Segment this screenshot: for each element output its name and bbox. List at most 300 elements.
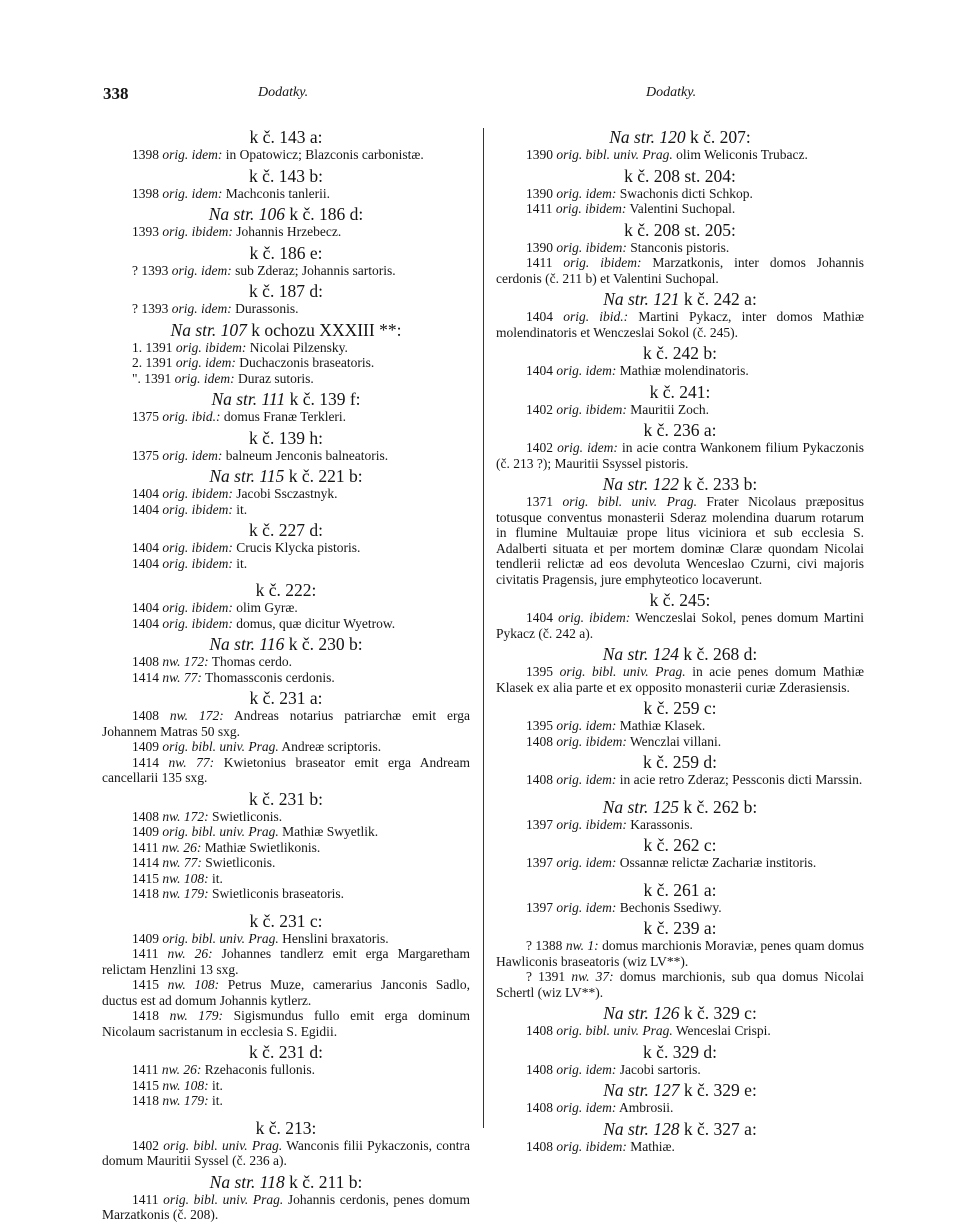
section-heading [496, 752, 864, 772]
record-entry [496, 969, 864, 1000]
item-reference: k č. 262 c: [643, 835, 717, 855]
page-reference: Na str. 107 [170, 319, 247, 340]
record-entry [102, 654, 470, 670]
entry-year: 1414 [132, 669, 159, 685]
entry-year: ". 1391 [132, 370, 172, 386]
record-entry [102, 502, 470, 518]
record-entry [496, 900, 864, 916]
entry-year: 1404 [132, 540, 159, 555]
item-reference: k č. 231 c: [249, 910, 323, 931]
entry-source: nw. 172: [162, 654, 209, 669]
entry-text: domus marchionis Moraviæ, penes quam domus Hawliconis braseatoris (wiz LV**). [496, 938, 865, 969]
item-reference: k č. 231 a: [249, 688, 323, 708]
page-reference: Na str. 106 [208, 204, 286, 224]
record-entry [496, 664, 864, 695]
section-heading [102, 520, 470, 540]
entry-text: it. [212, 1093, 223, 1108]
section-heading [496, 1119, 864, 1139]
entry-source: orig. ibidem: [556, 401, 627, 417]
entry-text: Henslini braxatoris. [282, 930, 389, 946]
entry-year: 1404 [526, 309, 553, 324]
entry-text: domus Franæ Terkleri. [223, 409, 347, 424]
entry-text: Duchaczonis braseatoris. [239, 355, 375, 370]
section-heading [496, 590, 864, 610]
entry-text: balneum Jenconis balneatoris. [225, 447, 389, 463]
section-heading [102, 789, 470, 809]
item-reference: k č. 268 d: [683, 644, 758, 664]
entry-year: 1411 [132, 839, 159, 855]
entry-text: Frater Nicolaus præpositus totusque conventus monasterii Sderaz molendina duarum rotarum in flumine Multauiæ prope litus viciniora et sub ecclesia S. Adalberti situata et per mortem dominæ Claræ quondam Nicolai tendlerii relictæ ad eos devoluta Wenceslao Czurni, civi majoris civitatis Pragensis, jure emphyteotico locaverunt. [496, 494, 865, 587]
entry-source: orig. idem: [162, 147, 223, 162]
entry-text: Wenczlai villani. [630, 733, 722, 749]
entry-year: 1418 [132, 1093, 159, 1108]
entry-text: Mathiæ molendinatoris. [619, 363, 749, 378]
entry-source: orig. idem: [556, 772, 617, 787]
entry-source: nw. 26: [167, 946, 213, 961]
entry-year: 1404 [132, 555, 159, 571]
page-reference: Na str. 115 [209, 466, 285, 486]
record-entry [496, 240, 864, 256]
entry-year: 1404 [132, 486, 159, 501]
record-entry [102, 355, 470, 371]
entry-text: Martini Pykacz, inter domos Mathiæ molendinatoris et Wenczeslai Sokol (č. 245). [496, 309, 864, 340]
record-entry [496, 147, 864, 163]
entry-source: orig. ibidem: [558, 610, 631, 625]
entry-source: orig. ibid.: [563, 309, 629, 324]
entry-source: orig. ibidem: [556, 816, 627, 832]
record-entry [102, 946, 470, 977]
section-heading [102, 127, 470, 147]
section-heading [496, 420, 864, 440]
entry-text: Swachonis dicti Schkop. [619, 185, 753, 201]
entry-year: 1397 [526, 816, 553, 832]
entry-year: 1408 [132, 654, 159, 669]
section-heading [496, 220, 864, 240]
entry-source: orig. ibidem: [555, 201, 627, 216]
entry-source: orig. bibl. univ. Prag. [559, 664, 686, 679]
entry-source: nw. 77: [162, 669, 202, 685]
entry-source: orig. idem: [556, 718, 617, 733]
entry-source: orig. idem: [556, 855, 617, 870]
entry-year: 1408 [526, 772, 553, 787]
item-reference: k č. 329 c: [683, 1003, 757, 1023]
entry-source: orig. ibidem: [162, 224, 233, 239]
section-heading [496, 343, 864, 363]
record-entry [102, 708, 470, 739]
item-reference: k č. 329 d: [643, 1041, 717, 1062]
running-title-right: Dodatky. [646, 85, 697, 100]
entry-source: orig. idem: [162, 447, 223, 463]
record-entry [102, 616, 470, 632]
page-reference: Na str. 122 [602, 474, 680, 494]
entry-text: Andreas notarius patriarchæ emit erga Johannem Matras 50 sxg. [102, 708, 471, 739]
entry-text: in Opatowicz; Blazconis carbonistæ. [225, 147, 424, 162]
entry-year: 1408 [526, 1061, 553, 1077]
record-entry [102, 670, 470, 686]
record-entry [102, 186, 470, 202]
entry-text: Stanconis pistoris. [630, 239, 730, 255]
item-reference: k č. 143 b: [249, 165, 323, 186]
entry-text: it. [212, 1077, 223, 1093]
entry-year: ? 1391 [526, 969, 566, 984]
entry-source: orig. idem: [556, 1061, 617, 1077]
section-heading [102, 243, 470, 263]
section-heading [102, 389, 470, 409]
section-heading [496, 698, 864, 718]
entry-text: Crucis Klycka pistoris. [236, 540, 361, 555]
entry-text: Mathiæ Klasek. [619, 718, 706, 733]
entry-text: domus marchionis, sub qua domus Nicolai Schertl (wiz LV**). [496, 969, 865, 1000]
entry-text: Durassonis. [235, 301, 299, 316]
page-reference: Na str. 126 [603, 1003, 680, 1023]
page-reference: Na str. 127 [603, 1080, 680, 1100]
section-heading [496, 1080, 864, 1100]
entry-text: it. [236, 555, 248, 571]
item-reference: k č. 208 st. 205: [624, 219, 736, 240]
entry-source: nw. 108: [162, 1077, 209, 1093]
right-column [496, 124, 864, 1154]
record-entry [102, 931, 470, 947]
entry-year: 1402 [526, 440, 553, 455]
entry-source: orig. ibidem: [162, 501, 233, 517]
item-reference: k č. 187 d: [249, 281, 323, 301]
record-entry [496, 610, 864, 641]
item-reference: k č. 230 b: [288, 634, 363, 654]
entry-text: Swietliconis. [212, 808, 283, 824]
entry-source: nw. 37: [571, 969, 614, 984]
record-entry [496, 363, 864, 379]
entry-source: orig. ibidem: [162, 555, 233, 571]
record-entry [102, 871, 470, 887]
record-entry [102, 1062, 470, 1078]
entry-year: 1395 [526, 664, 553, 679]
item-reference: k č. 213: [255, 1117, 317, 1138]
entry-text: it. [236, 501, 248, 517]
record-entry [496, 494, 864, 587]
entry-text: olim Weliconis Trubacz. [676, 147, 808, 162]
entry-year: 1404 [132, 501, 159, 517]
record-entry [102, 755, 470, 786]
entry-year: 1411 [132, 1191, 159, 1207]
entry-source: orig. bibl. univ. Prag. [556, 147, 673, 162]
item-reference: k č. 245: [649, 590, 711, 610]
record-entry [102, 263, 470, 279]
section-heading [496, 166, 864, 186]
record-entry [102, 1078, 470, 1094]
entry-text: Nicolai Pilzensky. [249, 339, 348, 355]
item-reference: k č. 329 e: [683, 1080, 757, 1100]
page-reference: Na str. 125 [602, 796, 680, 817]
entry-year: 1375 [132, 447, 159, 463]
entry-source: orig. idem: [556, 899, 617, 915]
entry-year: 1404 [132, 600, 159, 615]
entry-year: 1408 [132, 708, 159, 723]
entry-source: orig. ibidem: [556, 1138, 627, 1154]
section-heading [496, 289, 864, 309]
entry-year: 2. 1391 [132, 355, 173, 370]
record-entry [102, 1008, 470, 1039]
entry-source: orig. idem: [171, 262, 232, 278]
entry-source: nw. 179: [162, 886, 209, 901]
section-heading [496, 918, 864, 938]
entry-text: in acie contra Wankonem filium Pykaczonis (č. 213 ?); Mauritii Ssyssel pistoris. [496, 440, 865, 471]
running-head [0, 84, 960, 104]
entry-year: 1397 [526, 855, 553, 870]
section-heading [102, 1172, 470, 1192]
item-reference: k č. 139 f: [289, 389, 361, 409]
entry-year: 1408 [526, 1100, 553, 1115]
entry-year: 1371 [526, 494, 553, 509]
entry-text: sub Zderaz; Johannis sartoris. [235, 262, 396, 278]
entry-source: orig. idem: [174, 370, 235, 386]
section-heading [102, 281, 470, 301]
entry-source: orig. ibidem: [162, 486, 233, 501]
entry-text: Johannis Hrzebecz. [236, 224, 342, 239]
entry-year: 1409 [132, 824, 159, 839]
entry-text: Bechonis Ssediwy. [619, 899, 722, 915]
item-reference: k ochozu XXXIII **: [251, 319, 402, 340]
item-reference: k č. 231 d: [249, 1042, 323, 1062]
entry-year: 1414 [132, 754, 159, 770]
entry-text: Wenczeslai Sokol, penes domum Martini Pykacz (č. 242 a). [496, 610, 864, 641]
entry-year: 1411 [526, 255, 553, 270]
section-heading [496, 1042, 864, 1062]
entry-year: ? 1393 [132, 301, 169, 316]
column-divider [483, 128, 484, 1128]
entry-year: 1414 [132, 855, 159, 870]
item-reference: k č. 242 a: [683, 289, 757, 309]
entry-text: olim Gyræ. [236, 600, 298, 615]
page-reference: Na str. 128 [603, 1118, 680, 1139]
entry-text: Machconis tanlerii. [225, 185, 330, 201]
left-column [102, 124, 470, 1223]
item-reference: k č. 259 c: [643, 698, 717, 718]
entry-text: it. [212, 870, 223, 886]
record-entry [496, 718, 864, 734]
entry-year: 1415 [132, 1077, 159, 1093]
entry-source: orig. idem: [556, 185, 617, 201]
section-heading [102, 466, 470, 486]
section-heading [102, 1042, 470, 1062]
entry-source: orig. idem: [171, 301, 232, 316]
entry-year: 1. 1391 [132, 339, 173, 355]
item-reference: k č. 242 b: [643, 343, 717, 363]
page-reference: Na str. 118 [209, 1171, 285, 1192]
record-entry [102, 486, 470, 502]
entry-year: 1395 [526, 718, 553, 733]
section-heading [496, 797, 864, 817]
entry-year: 1408 [526, 1138, 553, 1154]
section-heading [102, 688, 470, 708]
record-entry [102, 1138, 470, 1169]
entry-source: nw. 172: [169, 708, 224, 723]
entry-source: orig. ibidem: [563, 255, 642, 270]
entry-source: orig. bibl. univ. Prag. [556, 1023, 673, 1038]
entry-source: nw. 77: [168, 754, 215, 770]
entry-year: 1390 [526, 147, 553, 162]
item-reference: k č. 227 d: [249, 520, 323, 540]
record-entry [102, 739, 470, 755]
record-entry [102, 1192, 470, 1223]
entry-year: 1409 [132, 930, 159, 946]
entry-year: 1415 [132, 977, 159, 992]
entry-source: orig. bibl. univ. Prag. [162, 739, 279, 754]
entry-source: nw. 77: [162, 855, 202, 870]
entry-text: Duraz sutoris. [238, 370, 314, 386]
item-reference: k č. 262 b: [683, 796, 758, 817]
item-reference: k č. 139 h: [249, 427, 323, 448]
entry-text: Karassonis. [630, 816, 693, 832]
entry-source: orig. ibidem: [162, 615, 233, 631]
entry-text: Ambrosii. [619, 1100, 674, 1115]
entry-text: Johannis cerdonis, penes domum Marzatkonis (č. 208). [102, 1191, 471, 1222]
record-entry [102, 886, 470, 902]
record-entry [102, 340, 470, 356]
entry-source: nw. 172: [162, 808, 209, 824]
record-entry [102, 855, 470, 871]
entry-year: 1415 [132, 870, 159, 886]
item-reference: k č. 222: [255, 580, 317, 600]
record-entry [496, 402, 864, 418]
section-heading [496, 644, 864, 664]
entry-year: 1402 [526, 401, 553, 417]
entry-source: orig. idem: [557, 440, 618, 455]
entry-year: 1398 [132, 147, 159, 162]
record-entry [496, 734, 864, 750]
record-entry [102, 540, 470, 556]
entry-year: 1411 [526, 201, 553, 216]
entry-source: orig. bibl. univ. Prag. [162, 930, 279, 946]
entry-year: 1397 [526, 899, 553, 915]
item-reference: k č. 207: [689, 127, 751, 147]
item-reference: k č. 221 b: [288, 466, 363, 486]
entry-year: ? 1393 [132, 262, 169, 278]
entry-source: orig. bibl. univ. Prag. [163, 1191, 284, 1207]
entry-source: orig. idem: [175, 355, 236, 370]
record-entry [102, 977, 470, 1008]
entry-year: 1418 [132, 886, 159, 901]
section-heading [496, 880, 864, 900]
page-number: 338 [103, 84, 129, 103]
entry-text: Sigismundus fullo emit erga dominum Nicolaum sacristanum in ecclesia S. Egidii. [102, 1008, 471, 1039]
entry-source: nw. 179: [162, 1093, 209, 1108]
entry-source: orig. ibidem: [162, 540, 233, 555]
entry-source: orig. idem: [556, 1100, 617, 1115]
entry-text: in acie penes domum Mathiæ Klasek ex alia parte et ex opposito monasterii curiæ Zderasiensis. [496, 664, 865, 695]
section-heading [102, 634, 470, 654]
record-entry [496, 201, 864, 217]
entry-source: nw. 1: [565, 938, 599, 953]
entry-source: orig. bibl. univ. Prag. [162, 824, 279, 839]
entry-source: nw. 179: [169, 1008, 224, 1023]
record-entry [102, 371, 470, 387]
record-entry [496, 855, 864, 871]
item-reference: k č. 259 d: [643, 752, 717, 772]
section-heading [102, 428, 470, 448]
record-entry [102, 448, 470, 464]
item-reference: k č. 186 d: [289, 204, 364, 224]
entry-text: domus, quæ dicitur Wyetrow. [236, 615, 396, 631]
entry-text: Thomassconis cerdonis. [205, 669, 335, 685]
page-reference: Na str. 111 [211, 389, 286, 409]
entry-year: 1404 [132, 615, 159, 631]
entry-text: Johannes tandlerz emit erga Margaretham relictam Henzlini 13 sxg. [102, 946, 471, 977]
entry-text: Mauritii Zoch. [630, 401, 709, 417]
record-entry [496, 817, 864, 833]
item-reference: k č. 239 a: [643, 918, 717, 938]
section-heading [496, 474, 864, 494]
entry-text: Thomas cerdo. [211, 654, 292, 669]
record-entry [496, 1100, 864, 1116]
record-entry [102, 147, 470, 163]
section-heading [496, 835, 864, 855]
entry-source: nw. 108: [162, 870, 209, 886]
entry-year: 1404 [526, 610, 553, 625]
entry-text: Kwietonius braseator emit erga Andream cancellarii 135 sxg. [102, 754, 471, 785]
entry-year: ? 1388 [526, 938, 563, 953]
entry-year: 1418 [132, 1008, 159, 1023]
entry-source: nw. 108: [167, 977, 220, 992]
item-reference: k č. 236 a: [643, 420, 717, 440]
entry-year: 1408 [526, 733, 553, 749]
entry-source: orig. idem: [162, 185, 223, 201]
item-reference: k č. 327 a: [683, 1118, 757, 1139]
entry-text: Wanconis filii Pykaczonis, contra domum Mauritii Syssel (č. 236 a). [102, 1137, 471, 1168]
entry-text: Valentini Suchopal. [629, 201, 736, 216]
section-heading [496, 127, 864, 147]
entry-text: Mathiæ Swyetlik. [282, 824, 379, 839]
entry-year: 1411 [132, 1062, 159, 1077]
section-heading [102, 204, 470, 224]
section-heading [102, 320, 470, 340]
entry-text: Rzehaconis fullonis. [204, 1062, 315, 1077]
record-entry [102, 600, 470, 616]
entry-source: orig. ibidem: [556, 733, 627, 749]
section-heading [102, 911, 470, 931]
item-reference: k č. 233 b: [683, 474, 758, 494]
item-reference: k č. 241: [649, 381, 711, 402]
entry-year: 1411 [132, 946, 159, 961]
record-entry [102, 224, 470, 240]
record-entry [496, 309, 864, 340]
running-title-left: Dodatky. [258, 85, 309, 100]
entry-source: orig. bibl. univ. Prag. [163, 1137, 283, 1153]
page-reference: Na str. 120 [609, 127, 686, 147]
item-reference: k č. 143 a: [249, 127, 323, 147]
section-heading [102, 166, 470, 186]
entry-text: Wenceslai Crispi. [675, 1023, 771, 1038]
record-entry [496, 186, 864, 202]
record-entry [496, 440, 864, 471]
page-reference: Na str. 124 [602, 644, 680, 664]
item-reference: k č. 211 b: [289, 1171, 363, 1192]
item-reference: k č. 208 st. 204: [624, 165, 736, 186]
item-reference: k č. 231 b: [249, 788, 323, 809]
section-heading [102, 1118, 470, 1138]
section-heading [496, 382, 864, 402]
entry-source: orig. idem: [556, 363, 617, 378]
entry-year: 1398 [132, 185, 159, 201]
section-heading [496, 1003, 864, 1023]
record-entry [102, 1093, 470, 1109]
entry-text: Jacobi Ssczastnyk. [236, 486, 338, 501]
record-entry [496, 1139, 864, 1155]
entry-text: in acie retro Zderaz; Pessconis dicti Marssin. [619, 772, 863, 787]
entry-source: orig. ibidem: [175, 339, 247, 355]
item-reference: k č. 186 e: [249, 242, 323, 263]
entry-year: 1408 [132, 808, 159, 824]
entry-source: orig. bibl. univ. Prag. [562, 494, 697, 509]
